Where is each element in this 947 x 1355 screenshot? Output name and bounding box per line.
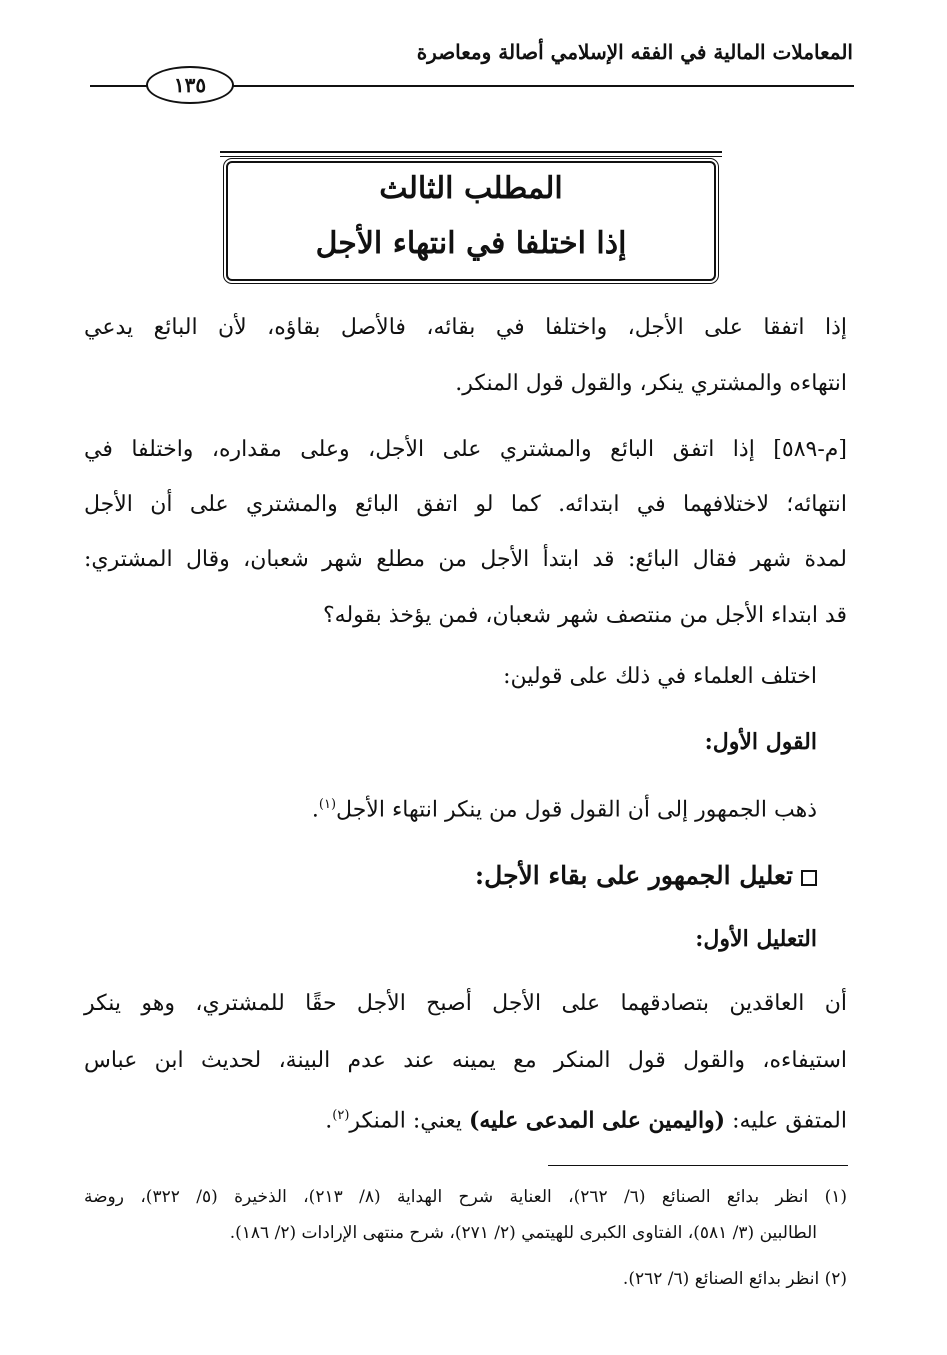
footnote-ref-2: (٢) xyxy=(332,1108,350,1123)
paragraph-2-line-1: [م-٥٨٩] إذا اتفق البائع والمشتري على الأجل، وعلى مقداره، واختلفا في xyxy=(84,437,847,462)
subheading-row xyxy=(475,862,817,890)
checkbox-square-icon xyxy=(801,870,817,886)
running-title: المعاملات المالية في الفقه الإسلامي أصالة ومعاصرة xyxy=(416,40,853,64)
paragraph-5-line-3-end: يعني: المنكر xyxy=(349,1108,469,1134)
first-reasoning-heading: التعليل الأول: xyxy=(695,926,817,952)
paragraph-2-line-4: قد ابتداء الأجل من منتصف شهر شعبان، فمن يؤخذ بقوله؟ xyxy=(322,603,847,628)
paragraph-5-line-1: أن العاقدين بتصادقهما على الأجل أصبح الأجل حقًا للمشتري، وهو ينكر xyxy=(84,991,847,1016)
footnote-1-line-1: (١) انظر بدائع الصنائع (٦/ ٢٦٢)، العناية شرح الهداية (٨/ ٢١٣)، الذخيرة (٥/ ٣٢٢)، روضة xyxy=(84,1187,847,1207)
title-top-rule xyxy=(220,151,722,153)
paragraph-1-line-2: انتهاءه والمشتري ينكر، والقول قول المنكر. xyxy=(455,371,847,396)
paragraph-2-line-2: انتهائه؛ لاختلافهما في ابتدائه. كما لو اتفق البائع والمشتري على أن الأجل xyxy=(84,492,847,517)
paragraph-4-end: . xyxy=(311,797,319,823)
paragraph-1-line-1: إذا اتفقا على الأجل، واختلفا في بقائه، فالأصل بقاؤه، لأن البائع يدعي xyxy=(84,315,848,340)
section-title-line2: إذا اختلفا في انتهاء الأجل xyxy=(315,226,627,261)
paragraph-5-line-3-start: المتفق عليه: xyxy=(725,1108,847,1134)
subheading-reasoning: تعليل الجمهور على بقاء الأجل: xyxy=(474,861,793,890)
paragraph-5-line-2: استيفاءه، والقول قول المنكر مع يمينه عند عدم البينة، لحديث ابن عباس xyxy=(84,1048,847,1073)
first-opinion-heading: القول الأول: xyxy=(704,729,817,755)
footnote-2: (٢) انظر بدائع الصنائع (٦/ ٢٦٢). xyxy=(622,1269,847,1289)
paragraph-4 xyxy=(312,791,817,824)
paragraph-4-text: ذهب الجمهور إلى أن القول قول من ينكر انتهاء الأجل xyxy=(336,797,817,823)
footnote-ref-1: (١) xyxy=(318,797,337,812)
section-title-line1: المطلب الثالث xyxy=(379,171,563,206)
paragraph-3: اختلف العلماء في ذلك على قولين: xyxy=(503,664,817,689)
paragraph-2-line-3: لمدة شهر فقال البائع: قد ابتدأ الأجل من مطلع شهر شعبان، وقال المشتري: xyxy=(84,547,847,572)
hadith-quote: (واليمين على المدعى عليه) xyxy=(468,1107,726,1134)
section-title-frame xyxy=(220,151,722,281)
paragraph-5-line-3 xyxy=(325,1102,847,1135)
paragraph-5-final-dot: . xyxy=(325,1108,333,1134)
footnote-rule xyxy=(548,1165,848,1166)
page-number: ١٣٥ xyxy=(146,66,234,104)
title-top-rule-thin xyxy=(220,156,722,157)
footnote-1-line-2: الطالبين (٣/ ٥٨١)، الفتاوى الكبرى للهيتمي (٢/ ٢٧١)، شرح منتهى الإرادات (٢/ ١٨٦). xyxy=(229,1223,817,1243)
